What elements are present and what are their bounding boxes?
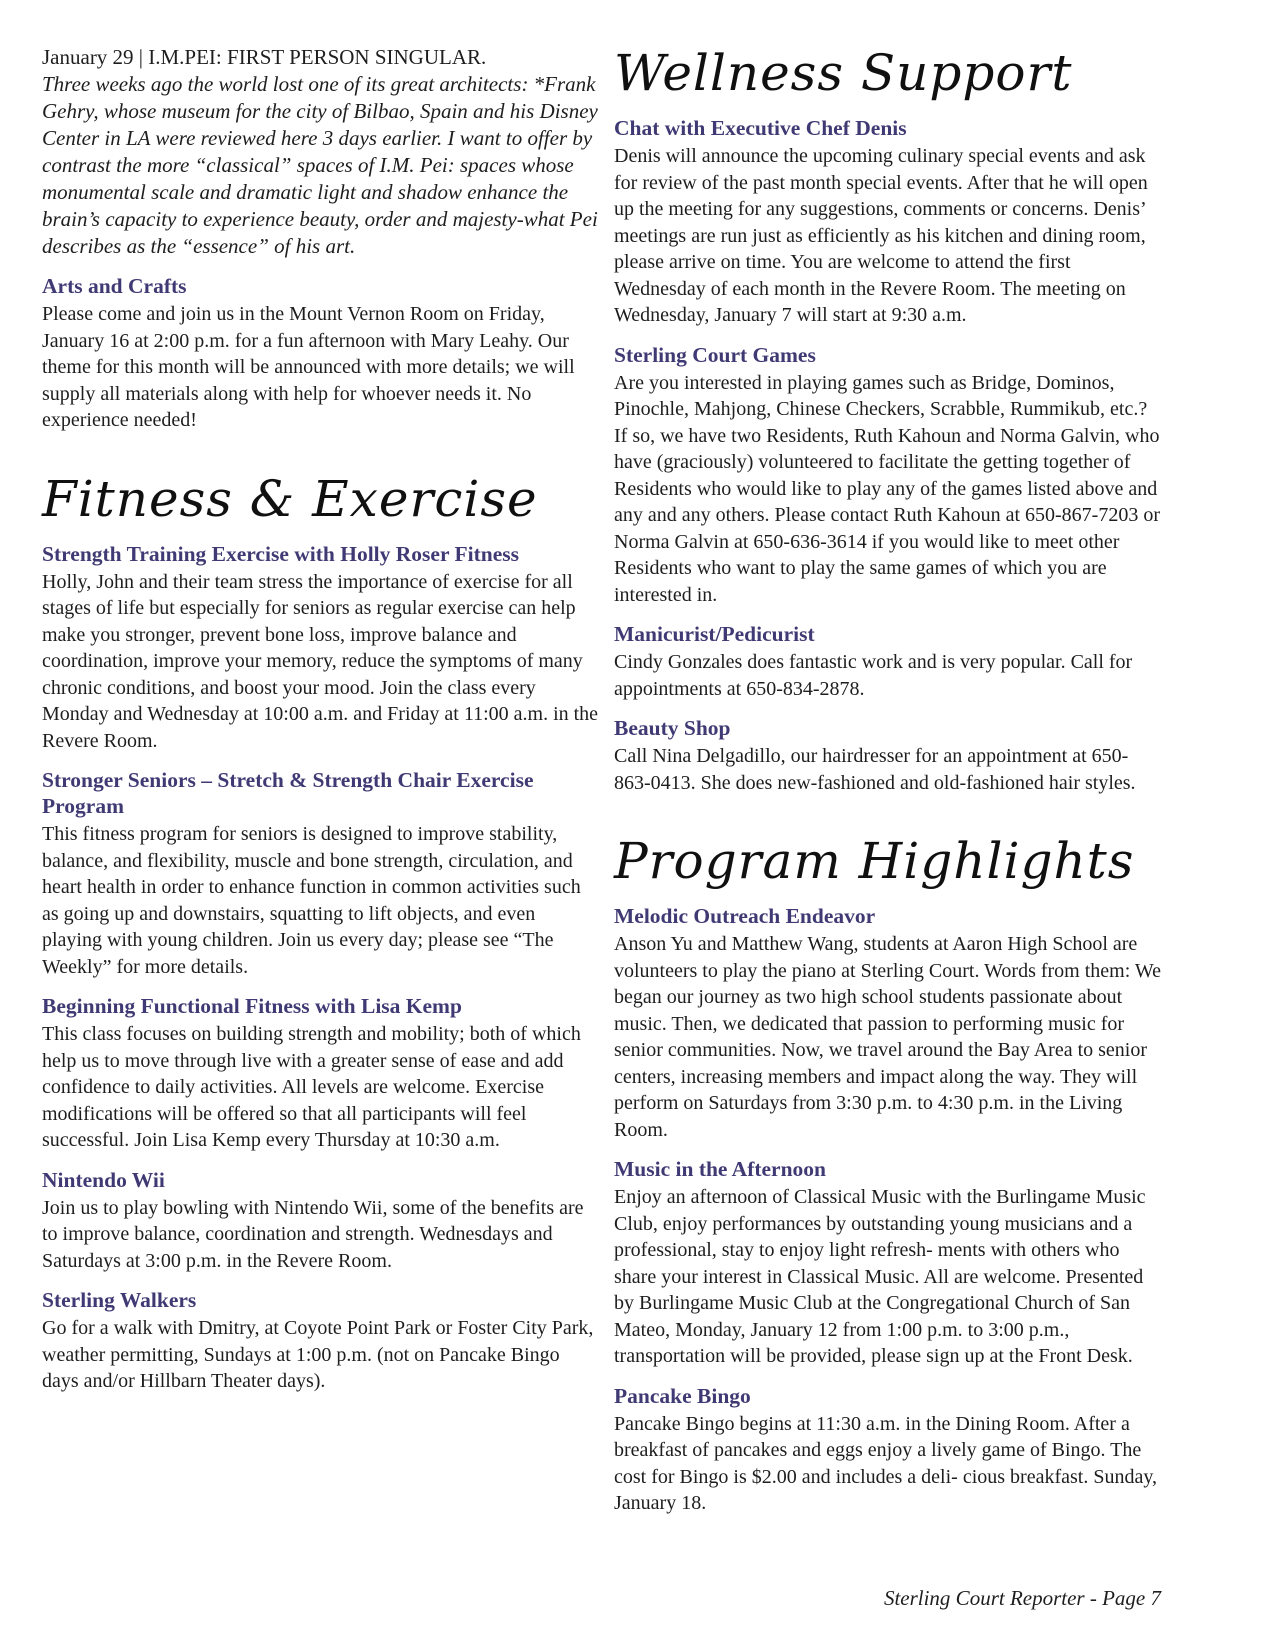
section-heading: Sterling Court Games [614, 342, 816, 367]
section-beginning-functional-fitness [42, 993, 600, 1154]
article-body-im-pei: Three weeks ago the world lost one of its great architects: *Frank Gehry, whose museum for the city of Bilbao, Spain and his Disney Center in LA were reviewed here 3 days earlier. I want to offer by contrast the more “classical” spaces of I.M. Pei: spaces whose monumental scale and dramatic light and shadow enhance the brain’s capacity to experience beauty, order and majesty-what Pei describes as the “essence” of his art. [42, 72, 598, 258]
section-body: Cindy Gonzales does fantastic work and is very popular. Call for appointments at 650-834-2878. [614, 651, 1133, 700]
section-music-in-the-afternoon [614, 1156, 1162, 1370]
section-body: Enjoy an afternoon of Classical Music with the Burlingame Music Club, enjoy performances by outstanding young musicians and a professional, stay to enjoy light refresh- ments with others who share your interest in Classical Music. All are welcome. Presented by Burlingame Music Club at the Congregational Church of San Mateo, Monday, January 12 from 1:00 p.m. to 3:00 p.m., transportation will be provided, please sign up at the Front Desk. [614, 1186, 1146, 1367]
section-sterling-court-games [614, 342, 1162, 609]
section-heading: Manicurist/Pedicurist [614, 622, 815, 646]
page-footer: Sterling Court Reporter - Page 7 [883, 1586, 1161, 1610]
section-melodic-outreach-endeavor [614, 903, 1162, 1143]
section-pancake-bingo [614, 1383, 1162, 1517]
section-heading: Beginning Functional Fitness with Lisa Kemp [42, 994, 462, 1018]
section-body: This class focuses on building strength and mobility; both of which help us to move through live with a greater sense of ease and add confidence to daily activities. All levels are welcome. Exercise modifications will be offered so that all participants will feel successful. Join Lisa Kemp every Thursday at 10:30 a.m. [42, 1023, 581, 1151]
script-heading-program-highlights: Program Highlights [614, 832, 1135, 890]
section-heading: Nintendo Wii [42, 1167, 165, 1192]
section-body: Join us to play bowling with Nintendo Wii, some of the benefits are to improve balance, coordination and strength. Wednesdays and Saturdays at 3:00 p.m. in the Revere Room. [42, 1196, 584, 1272]
section-body: Pancake Bingo begins at 11:30 a.m. in the Dining Room. After a breakfast of pancakes and eggs enjoy a lively game of Bingo. The cost for Bingo is $2.00 and includes a deli- cious breakfast. Sunday, January 18. [614, 1412, 1158, 1514]
section-body: Holly, John and their team stress the importance of exercise for all stages of life but especially for seniors as regular exercise can help make you stronger, prevent bone loss, improve balance and coordination, improve your memory, reduce the symptoms of many chronic conditions, and boost your mood. Join the class every Monday and Wednesday at 10:00 a.m. and Friday at 11:00 a.m. in the Revere Room. [42, 570, 599, 752]
section-strength-training [42, 541, 600, 755]
section-heading: Chat with Executive Chef Denis [614, 116, 907, 140]
section-manicurist-pedicurist [614, 621, 1162, 702]
right-column [614, 44, 1162, 1517]
section-heading: Music in the Afternoon [614, 1157, 827, 1181]
section-body: This fitness program for seniors is designed to improve stability, balance, and flexibility, muscle and bone strength, circulation, and heart health in order to enhance function in common activities such as going up and downstairs, squatting to lift objects, and even playing with young children. Join us every day; please see “The Weekly” for more details. [42, 823, 581, 978]
two-column-layout [42, 44, 1162, 1517]
left-column [42, 44, 600, 1517]
section-heading: Stronger Seniors – Stretch & Strength Chair Exercise Program [42, 768, 534, 818]
section-heading: Melodic Outreach Endeavor [614, 904, 876, 928]
section-beauty-shop [614, 715, 1162, 796]
section-heading: Strength Training Exercise with Holly Roser Fitness [42, 541, 519, 566]
section-heading: Arts and Crafts [42, 274, 187, 298]
section-body: Please come and join us in the Mount Vernon Room on Friday, January 16 at 2:00 p.m. for a fun afternoon with Mary Leahy. Our theme for this month will be announced with more details; we will supply all materials along with help for whoever needs it. No experience needed! [42, 303, 575, 431]
section-body: Call Nina Delgadillo, our hairdresser for an appointment at 650-863-0413. She does new-fashioned and old-fashioned hair styles. [614, 745, 1136, 794]
script-heading-wellness-support: Wellness Support [614, 44, 1073, 102]
section-body: Denis will announce the upcoming culinary special events and ask for review of the past month special events. After that he will open up the meeting for any suggestions, comments or concerns. Denis’ meetings are run just as efficiently as his kitchen and dining room, please arrive on time. You are welcome to attend the first Wednesday of each month in the Revere Room. The meeting on Wednesday, January 7 will start at 9:30 a.m. [614, 145, 1148, 326]
section-body: Go for a walk with Dmitry, at Coyote Point Park or Foster City Park, weather permitting, Sundays at 1:00 p.m. (not on Pancake Bingo days and/or Hillbarn Theater days). [42, 1317, 594, 1392]
section-heading: Sterling Walkers [42, 1288, 197, 1312]
section-nintendo-wii [42, 1167, 600, 1275]
section-sterling-walkers [42, 1287, 600, 1395]
section-body: Are you interested in playing games such as Bridge, Dominos, Pinochle, Mahjong, Chinese Checkers, Scrabble, Rummikub, etc.? If so, we have two Residents, Ruth Kahoun and Norma Galvin, who have (graciously) volunteered to facilitate the getting together of Residents who would like to play any of the games listed above and any and any others. Please contact Ruth Kahoun at 650-867-7203 or Norma Galvin at 650-636-3614 if you would like to meet other Residents who want to play the same games of which you are interested in. [614, 371, 1160, 606]
article-title-im-pei: January 29 | I.M.PEI: FIRST PERSON SINGULAR. [42, 45, 487, 69]
section-arts-and-crafts [42, 273, 600, 434]
section-body: Anson Yu and Matthew Wang, students at Aaron High School are volunteers to play the piano at Sterling Court. Words from them: We began our journey as two high school students passionate about music. Then, we dedicated that passion to performing music for senior communities. Now, we travel around the Bay Area to senior centers, increasing members and impact along the way. They will perform on Saturdays from 3:30 p.m. to 4:30 p.m. in the Living Room. [614, 933, 1162, 1141]
section-heading: Beauty Shop [614, 716, 731, 740]
section-stronger-seniors [42, 767, 600, 980]
section-heading: Pancake Bingo [614, 1383, 751, 1408]
script-heading-fitness-exercise: Fitness & Exercise [42, 469, 538, 528]
section-chat-with-chef-denis [614, 115, 1162, 329]
